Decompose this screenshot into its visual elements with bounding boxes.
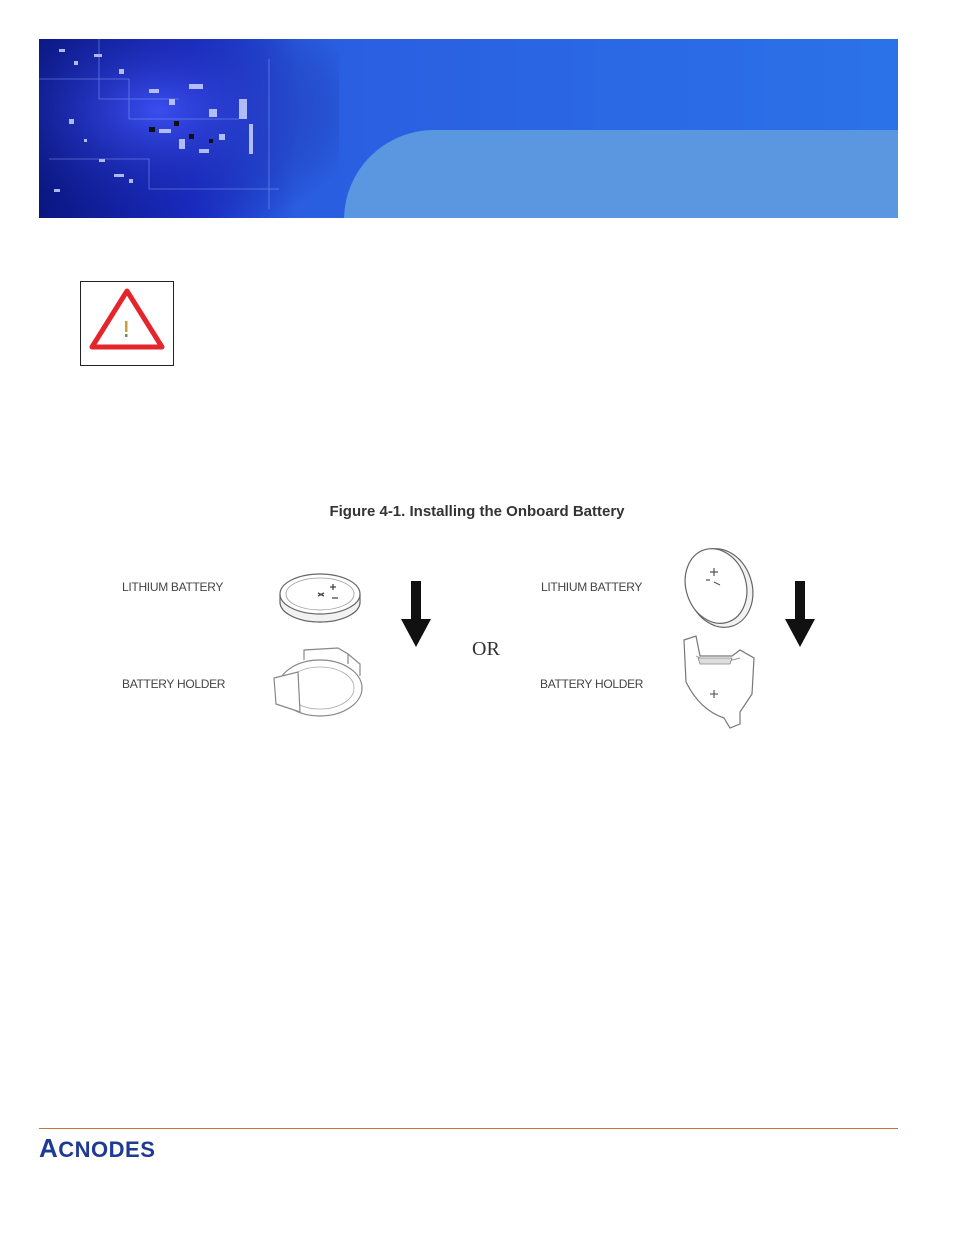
figure-caption: Figure 4-1. Installing the Onboard Battery: [329, 503, 625, 520]
left-lithium-battery-image: [272, 560, 368, 630]
right-holder-label: BATTERY HOLDER: [540, 677, 644, 691]
warning-box: [80, 281, 174, 366]
circuit-board-image: [39, 39, 339, 218]
warning-triangle-icon: [80, 281, 174, 366]
right-lithium-battery-image: [682, 544, 756, 630]
banner-wave: [344, 130, 898, 218]
left-battery-label: LITHIUM BATTERY: [122, 580, 224, 594]
right-arrow-down-icon: [785, 581, 815, 647]
footer-rule: [39, 1128, 898, 1129]
right-battery-holder-image: [674, 632, 760, 730]
left-arrow-down-icon: [401, 581, 431, 647]
right-battery-label: LITHIUM BATTERY: [541, 580, 643, 594]
or-separator: OR: [472, 638, 500, 660]
left-holder-label: BATTERY HOLDER: [122, 677, 226, 691]
left-battery-holder-image: [268, 640, 368, 724]
acnodes-logo: ACNODES: [39, 1133, 156, 1163]
header-banner: [39, 39, 898, 218]
